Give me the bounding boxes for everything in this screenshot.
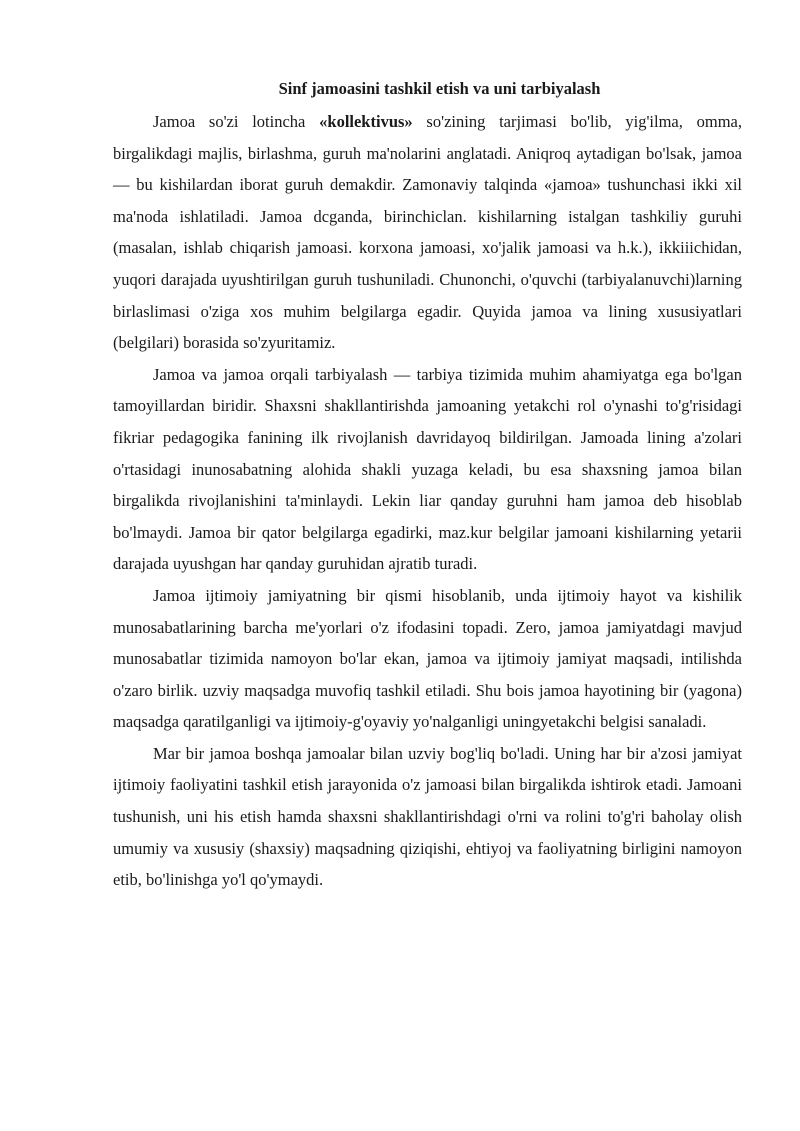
paragraph-1-lead: Jamoa so'zi lotincha (153, 112, 320, 131)
paragraph-1-rest: so'zining tarjimasi bo'lib, yig'ilma, omma, birgalikdagi majlis, birlashma, guruh ma'nolarini anglatadi. Aniqroq aytadigan bo'lsak, jamoa — bu kishilardan iborat guruh demakdir. Zamonaviy talqinda «jamoa» tushunchasi ikki xil ma'noda ishlatiladi. Jamoa dcganda, birinchiclan. kishilarning istalgan tashkiliy guruhi (masalan, ishlab chiqarish jamoasi. korxona jamoasi, xo'jalik jamoasi va h.k.), ikkiiichidan, yuqori darajada uyushtirilgan guruh tushuniladi. Chunonchi, o'quvchi (tarbiyalanuvchi)larning birlaslimasi o'ziga xos muhim belgilarga egadir. Quyida jamoa va lining xususiyatlari (belgilari) borasida so'zyuritamiz. (113, 112, 742, 353)
document-body (113, 75, 742, 896)
document-title: Sinf jamoasini tashkil etish va uni tarbiyalash (278, 79, 601, 98)
paragraph-1 (113, 106, 742, 359)
latin-term: «kollektivus» (319, 112, 413, 131)
paragraph-4: Mar bir jamoa boshqa jamoalar bilan uzviy bog'liq bo'ladi. Uning har bir a'zosi jamiyat ijtimoiy faoliyatini tashkil etish jarayonida o'z jamoasi bilan birgalikda ishtirok etadi. Jamoani tushunish, uni his etish hamda shaxsni shakllantirishdagi o'rni va rolini to'g'ri baholay olish umumiy va xususiy (shaxsiy) maqsadning qiziqishi, ehtiyoj va faoliyatning birligini namoyon etib, bo'linishga yo'l qo'ymaydi. (113, 743, 742, 890)
paragraph-3: Jamoa ijtimoiy jamiyatning bir qismi hisoblanib, unda ijtimoiy hayot va kishilik munosabatlarining barcha me'yorlari o'z ifodasini topadi. Zero, jamoa jamiyatdagi mavjud munosabatlar tizimida namoyon bo'lar ekan, jamoa va ijtimoiy jamiyat maqsadi, intilishda o'zaro birlik. uzviy maqsadga muvofiq tashkil etiladi. Shu bois jamoa hayotining bir (yagona) maqsadga qaratilganligi va ijtimoiy-g'oyaviy yo'nalganligi uningyetakchi belgisi sanaladi. (113, 585, 742, 732)
paragraph-2: Jamoa va jamoa orqali tarbiyalash — tarbiya tizimida muhim ahamiyatga ega bo'lgan tamoyillardan biridir. Shaxsni shakllantirishda jamoaning yetakchi rol o'ynashi to'g'risidagi fikriar pedagogika fanining ilk rivojlanish davridayoq bildirilgan. Jamoada lining a'zolari o'rtasidagi inunosabatning alohida shakli yuzaga keladi, bu esa shaxsning jamoa bilan birgalikda rivojlanishini ta'minlaydi. Lekin liar qanday guruhni ham jamoa deb hisoblab bo'lmaydi. Jamoa bir qator belgilarga egadirki, maz.kur belgilar jamoani kishilarning yetarii darajada uyushgan har qanday guruhidan ajratib turadi. (113, 364, 742, 574)
